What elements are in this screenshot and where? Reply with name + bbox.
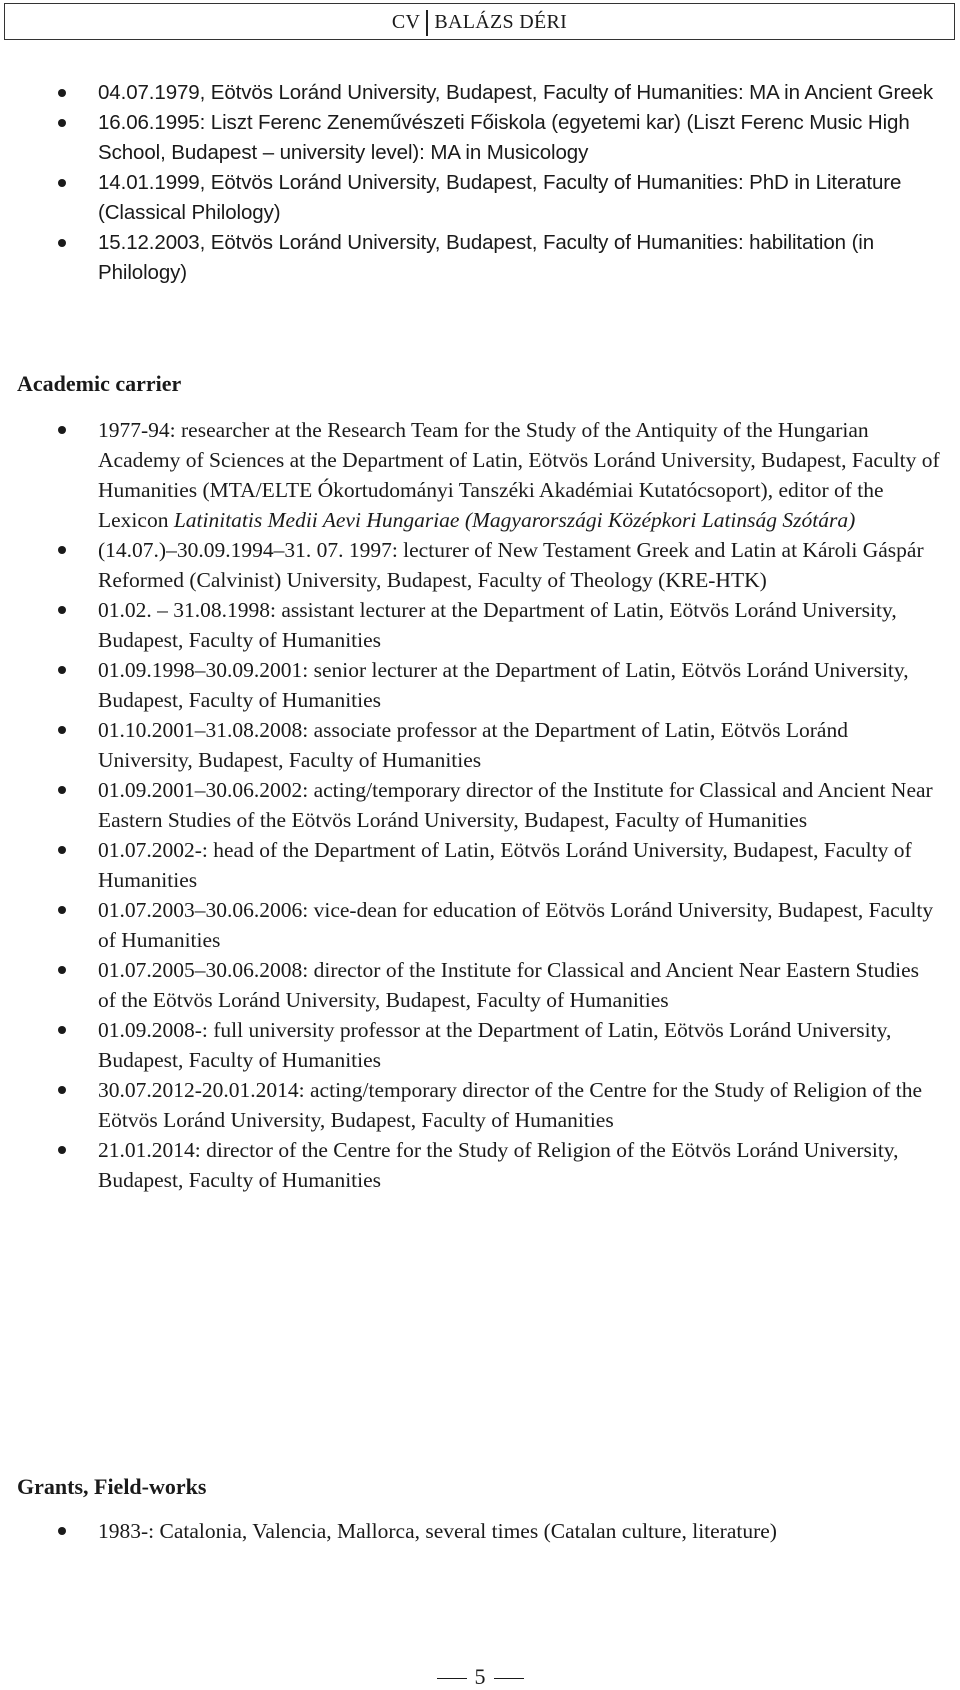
career-item: 01.02. – 31.08.1998: assistant lecturer at the Department of Latin, Eötvös Loránd University, Budapest, Faculty of Humanities xyxy=(0,595,960,655)
bullet-icon xyxy=(58,786,66,794)
career-item: 01.09.1998–30.09.2001: senior lecturer at the Department of Latin, Eötvös Loránd University, Budapest, Faculty of Humanities xyxy=(0,655,960,715)
bullet-icon xyxy=(58,726,66,734)
bullet-icon xyxy=(58,239,66,247)
career-item: 01.07.2002-: head of the Department of Latin, Eötvös Loránd University, Budapest, Faculty of Humanities xyxy=(0,835,960,895)
bullet-icon xyxy=(58,1026,66,1034)
bullet-icon xyxy=(58,606,66,614)
career-item: 30.07.2012-20.01.2014: acting/temporary director of the Centre for the Study of Religion of the Eötvös Loránd University, Budapest, Faculty of Humanities xyxy=(0,1075,960,1135)
bullet-icon xyxy=(58,179,66,187)
career-item: 1977-94: researcher at the Research Team for the Study of the Antiquity of the Hungarian Academy of Sciences at the Department of Latin, Eötvös Loránd University, Budapest, Faculty of Humanities (MTA/ELTE Ókortudományi Tanszéki Akadémiai Kutatócsoport), editor of the Lexicon Latinitatis Medii Aevi Hungariae (Magyarországi Középkori Latinság Szótára) xyxy=(0,415,960,535)
lexicon-title: Latinitatis Medii Aevi Hungariae (Magyarországi Középkori Latinság Szótára) xyxy=(173,508,856,532)
bullet-icon xyxy=(58,1146,66,1154)
header-cv-label: CV xyxy=(391,11,421,33)
education-item: 14.01.1999, Eötvös Loránd University, Budapest, Faculty of Humanities: PhD in Literature (Classical Philology) xyxy=(0,168,960,228)
bullet-icon xyxy=(58,966,66,974)
bullet-icon xyxy=(58,119,66,127)
career-item: 21.01.2014: director of the Centre for the Study of Religion of the Eötvös Loránd University, Budapest, Faculty of Humanities xyxy=(0,1135,960,1195)
bullet-icon xyxy=(58,426,66,434)
education-list xyxy=(0,78,960,288)
bullet-icon xyxy=(58,1527,66,1535)
career-item: 01.09.2001–30.06.2002: acting/temporary director of the Institute for Classical and Ancient Near Eastern Studies of the Eötvös Loránd University, Budapest, Faculty of Humanities xyxy=(0,775,960,835)
bullet-icon xyxy=(58,846,66,854)
bullet-icon xyxy=(58,906,66,914)
page-number-dash-right xyxy=(494,1678,524,1679)
career-item: 01.10.2001–31.08.2008: associate professor at the Department of Latin, Eötvös Loránd University, Budapest, Faculty of Humanities xyxy=(0,715,960,775)
bullet-icon xyxy=(58,1086,66,1094)
education-item: 15.12.2003, Eötvös Loránd University, Budapest, Faculty of Humanities: habilitation (in Philology) xyxy=(0,228,960,288)
academic-carrier-heading: Academic carrier xyxy=(17,371,182,396)
bullet-icon xyxy=(58,546,66,554)
career-item: (14.07.)–30.09.1994–31. 07. 1997: lecturer of New Testament Greek and Latin at Károli Gáspár Reformed (Calvinist) University, Budapest, Faculty of Theology (KRE-HTK) xyxy=(0,535,960,595)
career-item: 01.07.2005–30.06.2008: director of the Institute for Classical and Ancient Near Eastern Studies of the Eötvös Loránd University, Budapest, Faculty of Humanities xyxy=(0,955,960,1015)
page-header xyxy=(4,3,955,40)
bullet-icon xyxy=(58,666,66,674)
career-item: 01.07.2003–30.06.2006: vice-dean for education of Eötvös Loránd University, Budapest, Faculty of Humanities xyxy=(0,895,960,955)
career-item: 01.09.2008-: full university professor at the Department of Latin, Eötvös Loránd University, Budapest, Faculty of Humanities xyxy=(0,1015,960,1075)
page-number-dash-left xyxy=(437,1678,467,1679)
grants-list xyxy=(0,1516,960,1546)
header-author-name: BALÁZS DÉRI xyxy=(434,11,568,33)
academic-career-list xyxy=(0,415,960,1195)
education-item: 04.07.1979, Eötvös Loránd University, Budapest, Faculty of Humanities: MA in Ancient Greek xyxy=(0,78,960,108)
grants-heading: Grants, Field-works xyxy=(17,1474,207,1499)
grant-item: 1983-: Catalonia, Valencia, Mallorca, several times (Catalan culture, literature) xyxy=(0,1516,960,1546)
page-number: 5 xyxy=(0,1664,960,1690)
bullet-icon xyxy=(58,89,66,97)
header-separator xyxy=(426,10,428,36)
education-item: 16.06.1995: Liszt Ferenc Zeneművészeti Főiskola (egyetemi kar) (Liszt Ferenc Music High School, Budapest – university level): MA in Musicology xyxy=(0,108,960,168)
